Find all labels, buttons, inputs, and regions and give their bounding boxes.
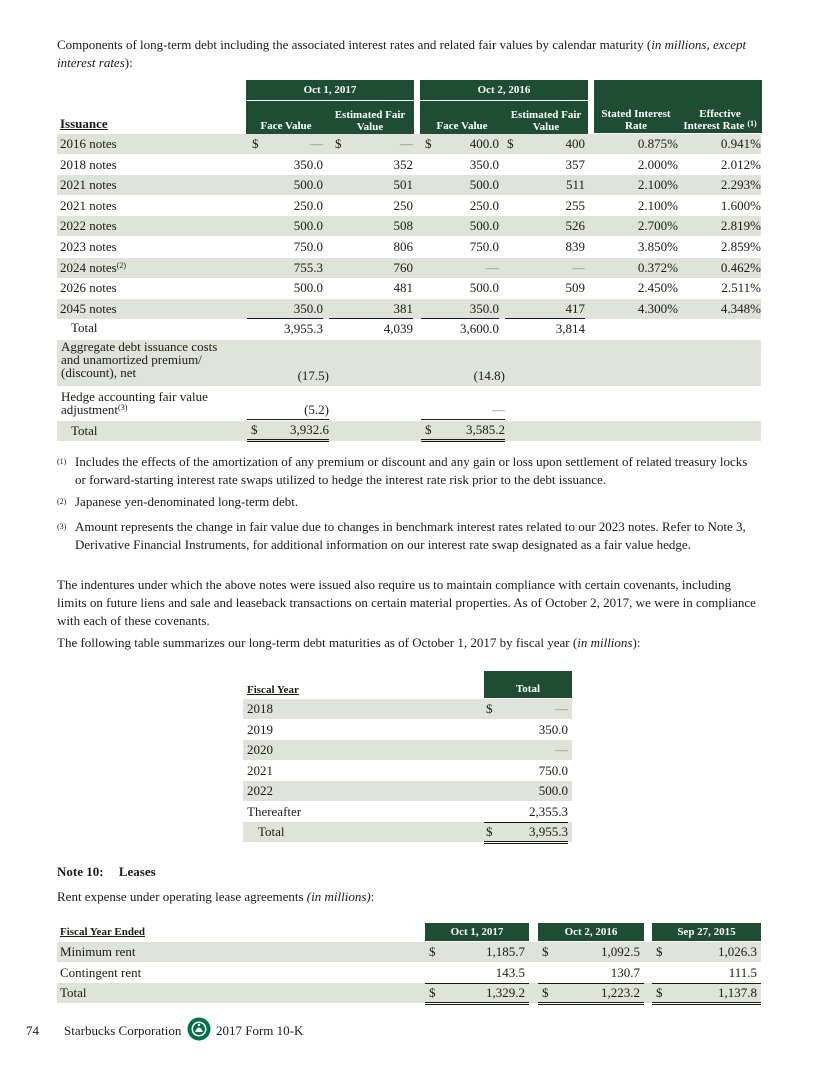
subtotal-fair-2016: 3,814	[505, 318, 585, 339]
col-fair-value-2017-line2: Value	[356, 121, 384, 133]
stated-rate: 2.000%	[637, 156, 678, 172]
fair-value-2016: 511	[565, 177, 585, 193]
stated-rate: 4.300%	[637, 300, 678, 316]
dollar-sign: $	[335, 136, 342, 151]
maturity-year: Thereafter	[247, 803, 302, 819]
face-value-2016: 350.0	[469, 156, 499, 172]
dollar-sign: $	[425, 422, 432, 437]
col-fiscal-year-ended: Fiscal Year Ended	[60, 926, 145, 938]
fair-value-2016: 509	[565, 280, 585, 296]
issuance-name: 2024 notes$^{(2)}$	[60, 259, 127, 275]
issuance-name: 2026 notes	[60, 280, 117, 296]
dollar-sign: $	[429, 985, 436, 1000]
effective-rate: 2.012%	[720, 156, 761, 172]
maturities-intro-end: ):	[632, 635, 641, 650]
maturity-row	[243, 699, 572, 719]
total-2017-cell	[247, 421, 329, 442]
rent-value: 130.7	[610, 964, 640, 980]
rent-value: 111.5	[728, 964, 757, 980]
face-value-2016: 500.0	[469, 177, 499, 193]
rent-row-label: Contingent rent	[60, 964, 142, 980]
maturity-total: —	[555, 701, 568, 716]
col-total: Total	[484, 671, 572, 698]
rent-value-cell	[538, 942, 644, 962]
maturity-year: 2022	[247, 783, 273, 798]
issuance-name: 2018 notes	[60, 156, 117, 172]
face-value-2017: 350.0	[293, 156, 323, 172]
rent-value-cell	[538, 983, 644, 1005]
rent-value-cell	[538, 963, 644, 983]
subtotal-label: Total	[71, 320, 98, 335]
col-effective-line1: Effective	[699, 108, 741, 120]
dollar-sign: $	[656, 944, 663, 959]
dollar-sign: $	[542, 985, 549, 1000]
dollar-sign: $	[486, 824, 493, 839]
face-value-2016: 250.0	[469, 197, 499, 213]
rent-col-2017: Oct 1, 2017	[425, 923, 529, 941]
intro-paragraph	[57, 36, 759, 72]
fair-value-2016: 400	[565, 136, 585, 151]
subtotal-face-2017: 3,955.3	[247, 318, 323, 339]
dollar-sign: $	[425, 136, 432, 151]
page-number: 74	[26, 1023, 39, 1038]
face-value-2016: 350.0	[469, 300, 499, 316]
face-value-2016: 750.0	[469, 239, 499, 254]
debt-row	[57, 258, 761, 278]
face-value-2017: 750.0	[293, 239, 323, 254]
hedge-label-line1: Hedge accounting fair value	[61, 389, 208, 404]
stated-rate: 0.372%	[637, 259, 678, 275]
rent-value: 143.5	[495, 964, 525, 980]
col-fair-value-2016-line2: Value	[532, 121, 560, 133]
footnote-ref: (3)	[118, 403, 128, 412]
debt-row	[57, 196, 761, 216]
total-2016-cell	[421, 421, 505, 442]
stated-rate: 2.100%	[637, 197, 678, 213]
hedge-label-line2: adjustment	[61, 402, 119, 417]
maturity-row	[243, 720, 572, 740]
effective-rate: 2.293%	[720, 177, 761, 193]
face-value-2016: —	[486, 259, 499, 275]
total-face-2017: 3,932.6	[290, 422, 329, 437]
fair-value-2016: 526	[565, 218, 585, 234]
covenants-paragraph: The indentures under which the above notes were issued also require us to maintain compliance with certain covenants, including limits on future liens and sale and leaseback transactions on certain material properties. As of October 2, 2017, we were in compliance with each of these covenants.	[57, 577, 756, 628]
maturity-year: 2021	[247, 762, 273, 778]
fair-value-2017: 760	[393, 259, 413, 275]
effective-rate: 2.819%	[720, 218, 761, 234]
rent-col-2015: Sep 27, 2015	[652, 923, 761, 941]
maturity-total: —	[555, 742, 568, 757]
aggregate-label	[61, 340, 217, 379]
footnote-1	[57, 453, 759, 489]
maturity-total: 2,355.3	[529, 803, 568, 819]
note10-title: Leases	[118, 864, 156, 879]
dollar-sign: $	[251, 422, 258, 437]
rent-value: 1,092.5	[601, 944, 640, 959]
dollar-sign: $	[429, 944, 436, 959]
stated-rate: 0.875%	[637, 136, 678, 151]
rent-value: 1,329.2	[486, 985, 525, 1000]
aggregate-label-line3: (discount), net	[61, 365, 137, 380]
face-value-2017: 250.0	[293, 197, 323, 213]
aggregate-label-line2: and unamortized premium/	[61, 352, 202, 367]
dollar-sign: $	[486, 701, 493, 716]
note10-number: Note 10:	[57, 864, 104, 879]
rent-row	[57, 983, 761, 1003]
rent-row	[57, 963, 761, 983]
issuance-name: 2016 notes	[60, 136, 117, 151]
col-fair-value-2017-line1: Estimated Fair	[334, 109, 406, 121]
fair-value-2017: 508	[393, 218, 413, 234]
maturity-year: 2018	[247, 701, 273, 716]
note10-heading	[57, 864, 156, 880]
hedge-face-2017: (5.2)	[247, 402, 329, 420]
col-effective-rate	[678, 108, 762, 132]
maturity-total-row	[243, 822, 572, 842]
debt-row	[57, 216, 761, 236]
footnote-mark: (2)	[57, 497, 67, 506]
form-name: 2017 Form 10-K	[216, 1023, 304, 1038]
rent-value-cell	[425, 942, 529, 962]
col-fair-value-2016-line1: Estimated Fair	[510, 109, 582, 121]
fair-value-2016: 357	[565, 156, 585, 172]
intro-text: Components of long-term debt including the associated interest rates and related fair values by calendar maturity (	[57, 37, 652, 52]
rent-value: 1,137.8	[718, 985, 757, 1000]
maturity-row	[243, 761, 572, 781]
debt-row	[57, 299, 761, 319]
maturity-total: 750.0	[538, 762, 568, 778]
aggregate-face-2017: (17.5)	[297, 368, 329, 383]
maturity-total-cell	[484, 822, 568, 844]
face-value-2017: 500.0	[293, 280, 323, 296]
face-value-2016: 400.0	[469, 136, 499, 151]
rent-value-cell	[425, 983, 529, 1005]
face-value-2017: 500.0	[293, 218, 323, 234]
rent-value: 1,223.2	[601, 985, 640, 1000]
debt-row	[57, 155, 761, 175]
face-value-2016: 500.0	[469, 280, 499, 296]
issuance-name: 2045 notes	[60, 300, 117, 316]
stated-rate: 2.700%	[637, 218, 678, 234]
face-value-2017: 500.0	[293, 177, 323, 193]
debt-row	[57, 134, 761, 154]
issuance-name: 2023 notes	[60, 239, 117, 254]
rent-row	[57, 942, 761, 962]
rent-value-cell	[652, 942, 761, 962]
fair-value-2016: —	[572, 259, 585, 275]
rent-value: 1,026.3	[718, 944, 757, 959]
rent-intro-italic: (in millions)	[306, 889, 371, 904]
aggregate-row	[57, 340, 761, 386]
issuance-name: 2022 notes	[60, 218, 117, 234]
group-header-2016: Oct 2, 2016	[420, 80, 588, 100]
debt-row	[57, 237, 761, 257]
col-stated-line2: Rate	[625, 120, 647, 132]
intro-italic: in millions, except interest rates	[57, 37, 747, 70]
rent-row-label: Minimum rent	[60, 944, 136, 959]
maturities-intro-text: The following table summarizes our long-term debt maturities as of October 1, 2017 by fiscal year (	[57, 635, 578, 650]
rent-value-cell	[652, 983, 761, 1005]
issuance-name: 2021 notes	[60, 197, 117, 213]
col-fair-value-2016	[504, 109, 588, 133]
effective-rate: 4.348%	[720, 300, 761, 316]
maturity-row	[243, 781, 572, 801]
subheader-2017	[246, 100, 414, 134]
rent-col-2016: Oct 2, 2016	[538, 923, 644, 941]
fair-value-2017: —	[400, 136, 413, 151]
hedge-face-2016: —	[421, 402, 505, 420]
intro-text-end: ):	[124, 55, 133, 70]
col-effective-line2: Interest Rate	[683, 120, 745, 132]
dollar-sign: $	[252, 136, 259, 151]
footnote-mark: (1)	[57, 457, 67, 466]
rent-value-cell	[652, 963, 761, 983]
maturity-total: 350.0	[538, 721, 568, 737]
rent-intro	[57, 888, 759, 906]
total-face-2016: 3,585.2	[466, 422, 505, 437]
footnote-2	[57, 493, 759, 511]
fair-value-2017: 250	[393, 197, 413, 213]
maturity-row	[243, 802, 572, 822]
debt-total-row	[57, 421, 761, 441]
rent-intro-end: :	[370, 889, 375, 904]
footnote-text: Includes the effects of the amortization of any premium or discount and any gain or loss upon settlement of related treasury locks or forward-starting interest rate swaps utilized to hedge the interest rate risk prior to the debt issuance.	[75, 454, 748, 487]
hedge-row	[57, 388, 761, 420]
face-value-2016: 500.0	[469, 218, 499, 234]
rent-row-label: Total	[60, 985, 87, 1000]
stated-rate: 3.850%	[637, 239, 678, 254]
fair-value-2016: 839	[565, 239, 585, 254]
effective-rate: 1.600%	[720, 197, 761, 213]
subheader-rates	[594, 80, 762, 133]
col-stated-rate	[594, 108, 678, 132]
subtotal-face-2016: 3,600.0	[421, 318, 499, 339]
issuance-name: 2021 notes	[60, 177, 117, 193]
effective-rate: 2.511%	[721, 280, 761, 296]
maturities-intro	[57, 634, 759, 652]
debt-subtotal-row	[57, 318, 761, 338]
col-face-value-2016: Face Value	[436, 120, 488, 132]
fair-value-2017: 381	[393, 300, 413, 316]
maturity-total-value: 3,955.3	[529, 824, 568, 839]
aggregate-face-2016: (14.8)	[473, 368, 505, 383]
face-value-2017: 350.0	[293, 300, 323, 316]
maturity-total-label: Total	[258, 824, 285, 839]
effective-rate: 2.859%	[720, 239, 761, 254]
fair-value-2016: 255	[565, 197, 585, 213]
maturity-year: 2019	[247, 721, 273, 737]
col-face-value-2017: Face Value	[260, 120, 312, 132]
total-label: Total	[71, 423, 98, 438]
rent-value: 1,185.7	[486, 944, 525, 959]
col-issuance: Issuance	[60, 116, 108, 131]
footnote-mark: (3)	[57, 522, 67, 531]
maturity-row	[243, 740, 572, 760]
effective-rate: 0.462%	[720, 259, 761, 275]
fair-value-2017: 806	[393, 239, 413, 254]
company-name: Starbucks Corporation	[64, 1023, 182, 1038]
debt-row	[57, 278, 761, 298]
debt-row	[57, 175, 761, 195]
subheader-2016	[420, 100, 588, 134]
footnote-ref: (1)	[747, 119, 757, 128]
rent-intro-text: Rent expense under operating lease agreements	[57, 889, 307, 904]
fair-value-2017: 481	[393, 280, 413, 296]
maturities-intro-italic: in millions	[577, 635, 633, 650]
subtotal-fair-2017: 4,039	[329, 318, 413, 339]
stated-rate: 2.100%	[637, 177, 678, 193]
rent-value-cell	[425, 963, 529, 983]
effective-rate: 0.941%	[720, 136, 761, 151]
dollar-sign: $	[656, 985, 663, 1000]
maturity-total: 500.0	[538, 783, 568, 798]
face-value-2017: —	[310, 136, 323, 151]
face-value-2017: 755.3	[293, 259, 323, 275]
aggregate-label-line1: Aggregate debt issuance costs	[61, 339, 218, 354]
col-fair-value-2017	[326, 109, 414, 133]
footnote-text: Amount represents the change in fair value due to changes in benchmark interest rates related to our 2023 notes. Refer to Note 3, Derivative Financial Instruments, for additional information on our interest rate swap designated as a fair value hedge.	[75, 519, 746, 552]
hedge-label	[61, 390, 208, 416]
fair-value-2017: 352	[393, 156, 413, 172]
fair-value-2017: 501	[393, 177, 413, 193]
group-header-2017: Oct 1, 2017	[246, 80, 414, 100]
col-fiscal-year: Fiscal Year	[247, 684, 299, 696]
starbucks-logo-icon	[187, 1017, 211, 1041]
footnote-ref: (2)	[116, 260, 127, 270]
dollar-sign: $	[507, 136, 514, 151]
fair-value-2016: 417	[565, 300, 585, 316]
col-stated-line1: Stated Interest	[601, 108, 671, 120]
maturity-year: 2020	[247, 742, 273, 757]
footnote-text: Japanese yen-denominated long-term debt.	[75, 494, 299, 509]
dollar-sign: $	[542, 944, 549, 959]
stated-rate: 2.450%	[637, 280, 678, 296]
footnote-3	[57, 518, 759, 572]
